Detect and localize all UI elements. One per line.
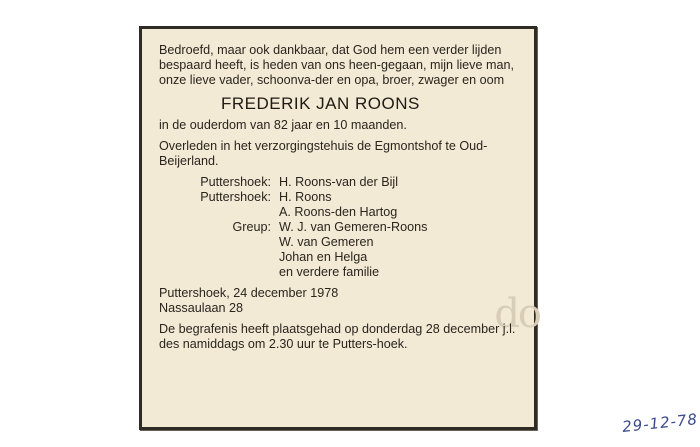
relative-row: [159, 250, 531, 265]
funeral-paragraph: De begrafenis heeft plaatsgehad op donderdag 28 december j.l. des namiddags om 2.30 uur te Putters-hoek.: [159, 322, 516, 351]
age-line: in de ouderdom van 82 jaar en 10 maanden.: [159, 118, 407, 132]
relative-name: H. Roons: [279, 190, 332, 204]
obituary-text: [159, 43, 531, 352]
relative-name: en verdere familie: [279, 265, 380, 279]
relative-row: [159, 220, 531, 235]
relative-row: [159, 235, 531, 250]
intro-paragraph: Bedroefd, maar ook dankbaar, dat God hem een verder lijden bespaard heeft, is heden van ons heen-gegaan, mijn lieve man, onze lieve vader, schoonva-der en opa, broer, zwager en oom: [159, 43, 514, 87]
relative-place: [159, 235, 279, 250]
relative-name: W. J. van Gemeren-Roons: [279, 220, 428, 234]
relative-place: [159, 250, 279, 265]
relative-name: H. Roons-van der Bijl: [279, 175, 398, 189]
relative-name: A. Roons-den Hartog: [279, 205, 398, 219]
relatives-list: [159, 175, 531, 280]
relative-place: Puttershoek:: [200, 190, 271, 204]
relative-name: W. van Gemeren: [279, 235, 374, 249]
relative-place: Greup:: [232, 220, 271, 234]
relative-row: [159, 205, 531, 220]
bleed-through-text: do: [494, 291, 540, 337]
relative-row: [159, 265, 531, 280]
deceased-name: FREDERIK JAN ROONS: [221, 94, 420, 113]
date-place-line: Puttershoek, 24 december 1978: [159, 286, 339, 300]
handwritten-date: 29-12-78: [621, 410, 699, 436]
relative-name: Johan en Helga: [279, 250, 368, 264]
relative-place: [159, 205, 279, 220]
relative-row: [159, 190, 531, 205]
address-line: Nassaulaan 28: [159, 301, 244, 315]
relative-place: [159, 265, 279, 280]
relative-row: [159, 175, 531, 190]
death-place-paragraph: Overleden in het verzorgingstehuis de Egmontshof te Oud-Beijerland.: [159, 139, 488, 168]
relative-place: Puttershoek:: [200, 175, 271, 189]
obituary-clipping: [139, 26, 540, 430]
